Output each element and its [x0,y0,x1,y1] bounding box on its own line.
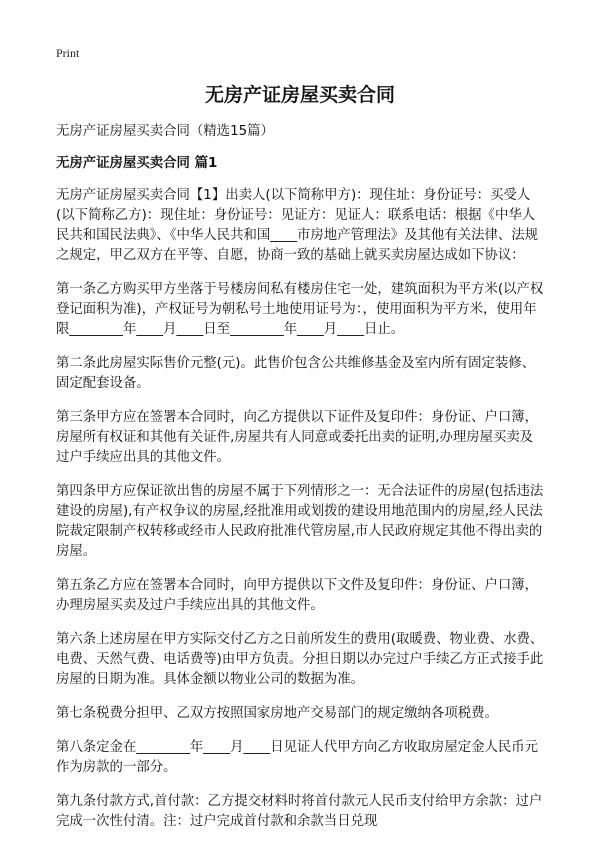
document-title: 无房产证房屋买卖合同 [204,84,395,106]
paragraph-article-2: 第二条此房屋实际售价元整(元)。此售价包含公共维修基金及室内所有固定装修、固定配套设备。 [56,356,536,391]
document-body [56,122,546,846]
print-link[interactable]: Print [56,46,80,60]
paragraph-article-1: 第一条乙方购买甲方坐落于号楼房间私有楼房住宅一处，建筑面积为平方米(以产权登记面积为准)，产权证号为朝私号土地使用证号为：，使用面积为平方米，使用年限________年____月____日至________年____月____日止。 [56,282,544,337]
paragraph-article-7: 第七条税费分担甲、乙双方按照国家房地产交易部门的规定缴纳各项税费。 [56,706,498,721]
section-heading: 无房产证房屋买卖合同 篇1 [56,156,218,171]
paragraph-article-6: 第六条上述房屋在甲方实际交付乙方之日前所发生的费用(取暖费、物业费、水费、电费、天然气费、电话费等)由甲方负责。分担日期以办完过户手续乙方正式接手此房屋的日期为准。具体金额以物业公司的数据为准。 [56,632,544,687]
paragraph-article-5: 第五条乙方应在签署本合同时，向甲方提供以下文件及复印件：身份证、户口簿，办理房屋买卖及过户手续应出具的其他文件。 [56,578,539,613]
paragraph-article-8: 第八条定金在________年____月____日见证人代甲方向乙方收取房屋定金人民币元作为房款的一部分。 [56,740,539,775]
paragraph-article-3: 第三条甲方应在签署本合同时，向乙方提供以下证件及复印件：身份证、户口簿，房屋所有权证和其他有关证件,房屋共有人同意或委托出卖的证明,办理房屋买卖及过户手续应出具的其他文件。 [56,410,539,465]
document-subtitle: 无房产证房屋买卖合同（精选15篇） [56,124,274,139]
paragraph-intro: 无房产证房屋买卖合同【1】出卖人(以下简称甲方)：现住址：身份证号：买受人(以下简称乙方)：现住址：身份证号：见证方：见证人：联系电话：根据《中华人民共和国民法典》、《中华人民共和国____市房地产管理法》及其他有关法律、法规之规定，甲乙双方在平等、自愿，协商一致的基础上就买卖房屋达成如下协议： [56,188,539,263]
paragraph-article-9: 第九条付款方式,首付款：乙方提交材料时将首付款元人民币支付给甲方余款：过户完成一次性付清。注：过户完成首付款和余款当日兑现 [56,794,543,829]
paragraph-article-4: 第四条甲方应保证欲出售的房屋不属于下列情形之一：无合法证件的房屋(包括违法建设的房屋),有产权争议的房屋,经批准用或划拨的建设用地范围内的房屋,经人民法院裁定限制产权转移或经市人民政府批准代管房屋,市人民政府规定其他不得出卖的房屋。 [56,484,544,559]
